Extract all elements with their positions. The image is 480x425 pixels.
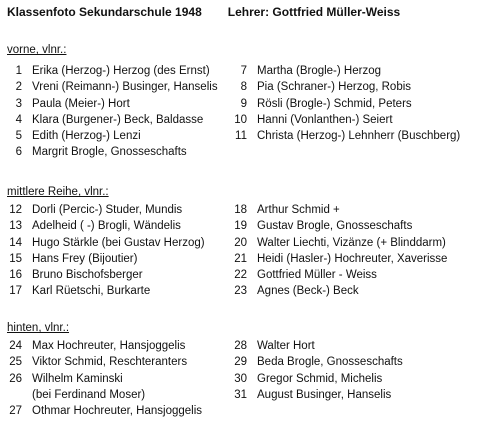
item-name: Bruno Bischofsberger (32, 269, 143, 282)
item-name: Margrit Brogle, Gnosseschafts (32, 146, 187, 159)
middle-right-column (225, 202, 447, 300)
list-item (225, 283, 447, 299)
list-item (0, 338, 202, 354)
list-item (0, 202, 205, 218)
item-name: Hanni (Vonlanthen-) Seiert (257, 113, 393, 126)
item-number: 1 (15, 65, 22, 77)
list-item (225, 251, 447, 267)
item-number: 6 (15, 146, 22, 159)
item-name: Wilhelm Kaminski (32, 372, 123, 385)
item-number: 13 (9, 220, 22, 233)
list-item (225, 354, 403, 370)
item-name: Agnes (Beck-) Beck (257, 285, 359, 298)
title-main: Klassenfoto Sekundarschule 1948 (7, 5, 202, 19)
list-item (225, 218, 447, 234)
item-number: 19 (234, 220, 247, 233)
item-name: Max Hochreuter, Hansjoggelis (32, 340, 186, 352)
item-name: Adelheid ( -) Brogli, Wändelis (32, 220, 181, 233)
section-heading-back: hinten, vlnr.: (7, 322, 70, 334)
item-number: 25 (9, 356, 22, 369)
list-item (0, 267, 205, 283)
item-number: 4 (15, 113, 22, 126)
list-item (225, 202, 447, 218)
list-item (225, 235, 447, 251)
item-name: Hans Frey (Bijoutier) (32, 252, 138, 265)
item-name: Dorli (Percic-) Studer, Mundis (32, 204, 183, 216)
item-number: 5 (15, 130, 22, 143)
item-name: Gottfried Müller - Weiss (257, 269, 377, 282)
back-right-column (225, 338, 403, 403)
list-item (0, 128, 218, 144)
back-left-column (0, 338, 202, 419)
item-name: Beda Brogle, Gnosseschafts (257, 356, 403, 369)
list-item (0, 144, 218, 160)
section-heading-middle: mittlere Reihe, vlnr.: (7, 186, 109, 198)
item-name: Hugo Stärkle (bei Gustav Herzog) (32, 236, 205, 249)
item-name: Walter Liechti, Vizänze (+ Blinddarm) (257, 236, 446, 249)
item-number: 3 (15, 97, 22, 110)
list-item (225, 112, 460, 128)
front-right-column (225, 63, 460, 144)
document-title (7, 5, 400, 19)
item-name: Christa (Herzog-) Lehnherr (Buschberg) (257, 130, 461, 143)
list-item (225, 128, 460, 144)
middle-left-column (0, 202, 205, 300)
list-item (0, 96, 218, 112)
item-number: 20 (234, 236, 247, 249)
item-name: Karl Rüetschi, Burkarte (32, 285, 151, 298)
list-item (0, 371, 202, 387)
section-heading-front: vorne, vlnr.: (7, 44, 67, 56)
item-number: 7 (240, 65, 247, 77)
list-item (225, 387, 403, 403)
item-name: Gustav Brogle, Gnosseschafts (257, 220, 413, 233)
item-name: Martha (Brogle-) Herzog (257, 65, 381, 77)
item-number: 17 (9, 285, 22, 298)
item-number: 2 (15, 81, 22, 94)
list-item (0, 112, 218, 128)
list-item (225, 267, 447, 283)
item-number: 11 (235, 130, 247, 143)
item-number: 12 (9, 204, 22, 216)
title-teacher: Lehrer: Gottfried Müller-Weiss (227, 5, 401, 19)
item-number: 15 (9, 252, 22, 265)
item-number: 16 (9, 269, 22, 282)
list-item (0, 354, 202, 370)
item-name: Pia (Schraner-) Herzog, Robis (257, 81, 412, 94)
list-item (225, 63, 460, 79)
list-item (0, 403, 202, 419)
list-item (225, 371, 403, 387)
item-number: 9 (240, 97, 247, 110)
item-number: 14 (9, 236, 22, 249)
list-item-continuation (0, 387, 202, 403)
list-item (225, 338, 403, 354)
item-number: 26 (9, 372, 22, 385)
item-number: 31 (234, 388, 247, 401)
front-left-column (0, 63, 218, 161)
list-item (0, 251, 205, 267)
item-name: Arthur Schmid + (257, 204, 340, 216)
list-item (0, 218, 205, 234)
list-item (225, 79, 460, 95)
item-number: 30 (234, 372, 247, 385)
list-item (0, 79, 218, 95)
item-number: 28 (234, 340, 247, 352)
item-name: Klara (Burgener-) Beck, Baldasse (32, 113, 204, 126)
item-number: 18 (234, 204, 247, 216)
item-number: 23 (234, 285, 247, 298)
item-name: Walter Hort (257, 340, 315, 352)
item-name: Vreni (Reimann-) Businger, Hanselis (32, 81, 218, 94)
item-name: Erika (Herzog-) Herzog (des Ernst) (32, 65, 210, 77)
item-name: Rösli (Brogle-) Schmid, Peters (257, 97, 412, 110)
item-name: Heidi (Hasler-) Hochreuter, Xaverisse (257, 252, 448, 265)
item-name: Viktor Schmid, Reschteranters (32, 356, 188, 369)
item-number: 29 (234, 356, 247, 369)
item-name: Paula (Meier-) Hort (32, 97, 130, 110)
list-item (0, 283, 205, 299)
item-name: Edith (Herzog-) Lenzi (32, 130, 141, 143)
item-number: 8 (240, 81, 247, 94)
item-number: 22 (234, 269, 247, 282)
item-name: August Businger, Hanselis (257, 388, 392, 401)
list-item (225, 96, 460, 112)
item-number: 10 (234, 113, 247, 126)
item-name: Gregor Schmid, Michelis (257, 372, 383, 385)
list-item (0, 235, 205, 251)
item-number: 27 (9, 405, 22, 418)
item-name: Othmar Hochreuter, Hansjoggelis (32, 405, 203, 418)
item-number: 24 (9, 340, 22, 352)
item-name: (bei Ferdinand Moser) (32, 388, 146, 401)
list-item (0, 63, 218, 79)
item-number: 21 (234, 252, 247, 265)
